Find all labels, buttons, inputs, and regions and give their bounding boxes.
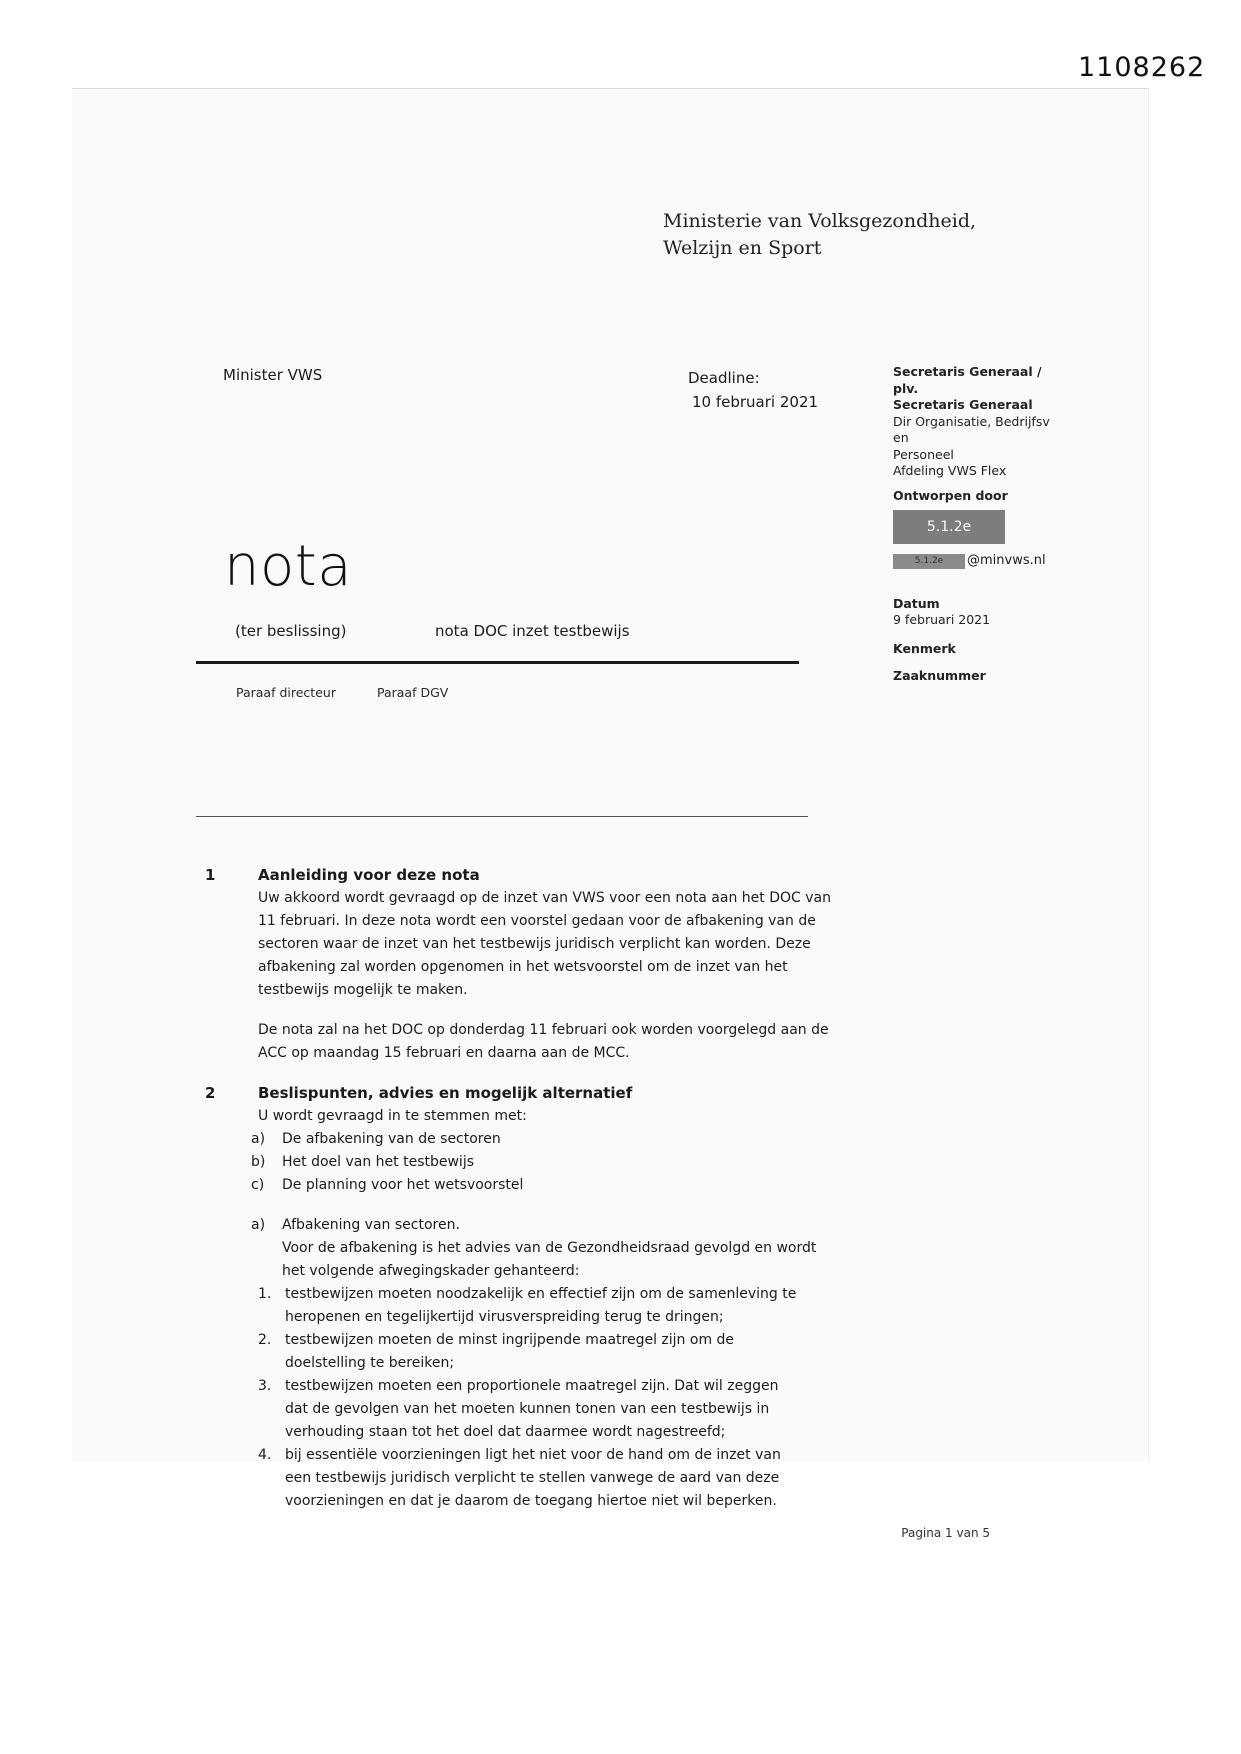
section-1-heading: Aanleiding voor deze nota	[258, 866, 480, 884]
option-marker: a)	[251, 1131, 266, 1147]
subsection-marker: a)	[251, 1217, 266, 1233]
deadline-label: Deadline:	[688, 369, 760, 387]
criterion-marker: 2.	[258, 1332, 272, 1348]
horizontal-rule-thin	[196, 816, 808, 817]
subsection-body	[282, 1214, 822, 1283]
criterion-item	[258, 1375, 853, 1444]
subsection-heading: Afbakening van sectoren.	[282, 1217, 460, 1233]
org-line: Secretaris Generaal	[893, 397, 1033, 412]
redaction-code-small: 5.1.2e	[914, 556, 944, 566]
option-item	[251, 1128, 853, 1151]
criterion-item	[258, 1444, 853, 1513]
email-row	[893, 553, 1068, 570]
criterion-text: bij essentiële voorzieningen ligt het niet voor de hand om de inzet van een testbewijs juridisch verplicht te stellen vanwege de aard van deze voorzieningen en dat je daarom de toegang hiertoe niet wil beperken.	[285, 1447, 781, 1509]
deadline-value: 10 februari 2021	[692, 393, 819, 411]
page-title: nota	[224, 534, 353, 599]
org-line: Personeel	[893, 446, 954, 462]
org-line: Dir Organisatie, Bedrijfsv en	[893, 413, 1050, 445]
option-item	[251, 1151, 853, 1174]
horizontal-rule-thick	[196, 661, 799, 664]
criterion-marker: 4.	[258, 1447, 272, 1463]
designed-by-label: Ontworpen door	[893, 487, 1008, 503]
case-number-label: Zaaknummer	[893, 668, 986, 683]
document-body	[205, 864, 853, 1513]
org-line: Secretaris Generaal / plv.	[893, 364, 1042, 396]
criterion-text: testbewijzen moeten de minst ingrijpende maatregel zijn om de doelstelling te bereiken;	[285, 1332, 735, 1371]
section-2-heading: Beslispunten, advies en mogelijk alternatief	[258, 1084, 633, 1102]
date-label: Datum	[893, 595, 940, 611]
subsection-intro: Voor de afbakening is het advies van de Gezondheidsraad gevolgd en wordt het volgende afwegingskader gehanteerd:	[282, 1240, 817, 1279]
criterion-text: testbewijzen moeten noodzakelijk en effectief zijn om de samenleving te heropenen en tegelijkertijd virusverspreiding terug te dringen;	[285, 1286, 797, 1325]
spacer	[205, 1065, 853, 1082]
subsection-a	[251, 1214, 853, 1283]
spacer	[205, 1197, 853, 1214]
section-1-heading-row	[205, 864, 853, 887]
criterion-marker: 3.	[258, 1378, 272, 1394]
ministry-header	[663, 208, 976, 262]
reference-label: Kenmerk	[893, 640, 956, 656]
date-value: 9 februari 2021	[893, 612, 991, 627]
redaction-box-small	[893, 554, 965, 569]
section-1-paragraph-1: Uw akkoord wordt gevraagd op de inzet van VWS voor een nota aan het DOC van 11 februari. In deze nota wordt een voorstel gedaan voor de afbakening van de sectoren waar de inzet van het testbewijs juridisch verplicht kan worden. Deze afbakening zal worden opgenomen in het wetsvoorstel om de inzet van het testbewijs mogelijk te maken.	[258, 890, 831, 998]
ministry-line-1: Ministerie van Volksgezondheid,	[663, 210, 977, 232]
page-number-footer: Pagina 1 van 5	[901, 1526, 990, 1540]
recipient: Minister VWS	[223, 366, 323, 384]
criterion-text: testbewijzen moeten een proportionele maatregel zijn. Dat wil zeggen dat de gevolgen van het moeten kunnen tonen van een testbewijs in verhouding staan tot het doel dat daarmee wordt nagestreefd;	[285, 1378, 779, 1440]
paraaf-dgv-label: Paraaf DGV	[377, 685, 449, 700]
document-metadata-sidebar	[893, 364, 1068, 685]
paraaf-directeur-label: Paraaf directeur	[236, 685, 336, 700]
section-2-intro: U wordt gevraagd in te stemmen met:	[258, 1108, 527, 1124]
criterion-item	[258, 1283, 853, 1329]
option-text: Het doel van het testbewijs	[282, 1154, 475, 1170]
option-marker: c)	[251, 1177, 265, 1193]
criterion-item	[258, 1329, 853, 1375]
option-text: De planning voor het wetsvoorstel	[282, 1177, 524, 1193]
section-2-number: 2	[205, 1084, 216, 1102]
org-line: Afdeling VWS Flex	[893, 463, 1007, 478]
nota-subject: nota DOC inzet testbewijs	[435, 622, 630, 640]
section-1-paragraph-2: De nota zal na het DOC op donderdag 11 februari ook worden voorgelegd aan de ACC op maandag 15 februari en daarna aan de MCC.	[258, 1022, 829, 1061]
ministry-line-2: Welzijn en Sport	[663, 237, 822, 259]
option-item	[251, 1174, 853, 1197]
spacer	[205, 1002, 853, 1019]
section-2-heading-row	[205, 1082, 853, 1105]
redaction-box-large	[893, 510, 1005, 544]
nota-type-label: (ter beslissing)	[235, 622, 347, 640]
section-1-number: 1	[205, 866, 216, 884]
option-marker: b)	[251, 1154, 266, 1170]
redaction-code: 5.1.2e	[926, 518, 972, 535]
document-id-number: 1108262	[1078, 52, 1206, 83]
option-text: De afbakening van de sectoren	[282, 1131, 501, 1147]
criterion-marker: 1.	[258, 1286, 272, 1302]
deadline-block	[688, 366, 818, 414]
email-suffix: @minvws.nl	[967, 553, 1046, 568]
